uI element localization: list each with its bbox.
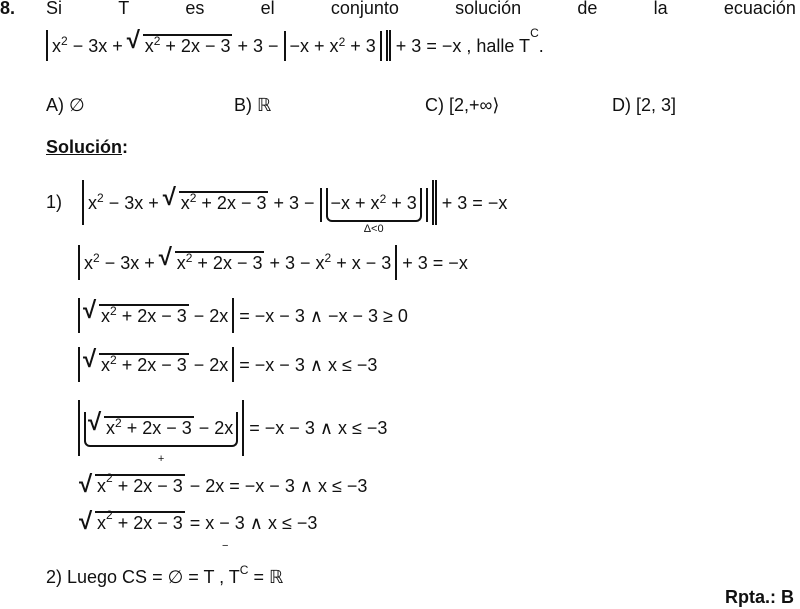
intro-word: el xyxy=(260,0,275,18)
step1-label: 1) xyxy=(46,192,63,212)
intro-word: de xyxy=(577,0,598,18)
intro-word: Si xyxy=(46,0,63,18)
step1-line7: √ $x^2 + 2x - 3 = x - 3$ ∧ x ≤ −3 xyxy=(80,512,317,534)
step1-line5: √ $x^2 + 2x - 3 - 2x$ + = −x − 3 ∧ x ≤ −3 xyxy=(78,400,387,456)
step1-line2: $x^2 - 3x$ + √ $x^2 + 2x - 3 + 3 - x^2 + x - 3 + 3 = -x$ xyxy=(78,245,468,280)
problem-number: 8. xyxy=(0,0,16,18)
intro-word: la xyxy=(653,0,668,18)
option-a: A) ∅ xyxy=(46,95,85,115)
step2-line: 2) Luego CS = ∅ = T , $T^C$ = ℝ xyxy=(46,563,284,587)
option-b: B) ℝ xyxy=(234,95,272,115)
solution-heading: Solución: xyxy=(46,137,128,157)
intro-word: conjunto xyxy=(330,0,399,18)
step1-line1: $x^2 - 3x$ + √ $x^2 + 2x - 3 + 3 - -x + x^2 + 3$ Δ<0 + 3 = −x xyxy=(82,180,507,225)
option-c: C) [2,+∞⟩ xyxy=(425,95,500,115)
intro-word: ecuación xyxy=(723,0,796,18)
problem-intro xyxy=(46,0,796,19)
step1-line6: √ $x^2 + 2x - 3 - 2x = -x - 3$ ∧ x ≤ −3 xyxy=(80,475,367,497)
minus-mark: − xyxy=(222,540,229,552)
intro-word: es xyxy=(185,0,205,18)
answer: Rpta.: B xyxy=(725,587,794,607)
step1-line3: √ $x^2 + 2x - 3 - 2x = -x - 3$ ∧ −x − 3 ≥ 0 xyxy=(78,298,408,333)
brace-label: Δ<0 xyxy=(363,223,384,235)
intro-word: solución xyxy=(455,0,522,18)
brace-label: + xyxy=(157,453,165,465)
intro-word: T xyxy=(118,0,130,18)
option-d: D) [2, 3] xyxy=(612,95,677,115)
problem-equation: $x^2 - 3x$ + √ $x^2 + 2x - 3 + 3 - -x + x^2 + 3 + 3 = -x$ , halle $T^C$. xyxy=(46,30,544,61)
step1-line4: √ $x^2 + 2x - 3 - 2x = -x - 3$ ∧ x ≤ −3 xyxy=(78,347,377,382)
